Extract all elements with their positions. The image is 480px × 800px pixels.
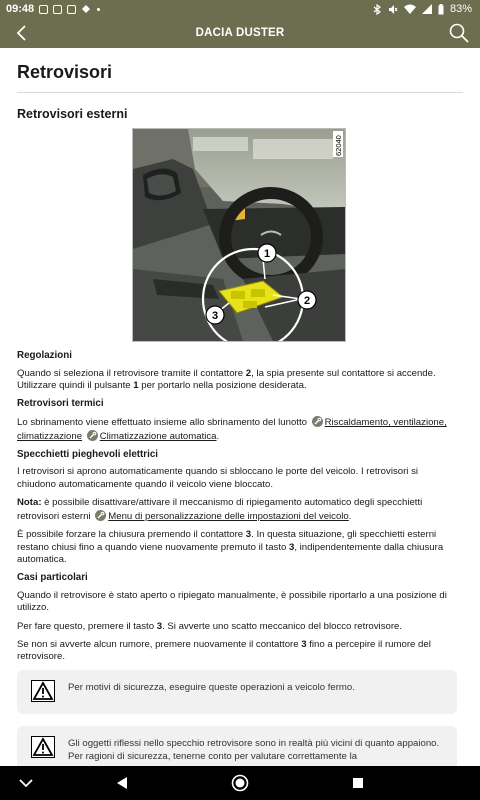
- paragraph-casi-2: Per fare questo, premere il tasto 3. Si avverte uno scatto meccanico del blocco retrovisore.: [17, 620, 403, 632]
- link-climatizzazione-automatica[interactable]: Climatizzazione automatica: [99, 430, 217, 442]
- home-circle-icon[interactable]: [231, 774, 249, 792]
- paragraph-pieghevoli: I retrovisori si aprono automaticamente quando si sbloccano le porte del veicolo. I retrovisori si chiudono automaticamente quando il veicolo viene bloccato.: [17, 466, 419, 490]
- wrench-reference-icon: [87, 430, 98, 441]
- signal-icon: [422, 4, 432, 14]
- warning-text: Per motivi di sicurezza, eseguire queste operazioni a veicolo fermo.: [68, 682, 355, 693]
- heading-pieghevoli: Specchietti pieghevoli elettrici: [17, 448, 159, 460]
- wrench-reference-icon: [95, 510, 106, 521]
- more-notifications-icon: [97, 8, 100, 11]
- app-notification-icon: [81, 4, 91, 14]
- paragraph-casi-3: Se non si avverte alcun rumore, premere nuovamente il contattore 3 fino a percepire il rumore del retrovisore.: [17, 638, 431, 663]
- system-nav-bar: [0, 766, 480, 800]
- heading-termici: Retrovisori termici: [17, 398, 104, 410]
- battery-level: 83%: [449, 3, 472, 15]
- arrow-left-icon[interactable]: [10, 23, 34, 43]
- figure-code: 62040: [334, 135, 343, 156]
- mute-icon: [387, 4, 398, 15]
- title-divider: [17, 92, 463, 93]
- warning-triangle-icon: [31, 680, 55, 702]
- svg-text:2: 2: [303, 295, 311, 307]
- heading-regolazioni: Regolazioni: [17, 350, 72, 361]
- search-icon[interactable]: [448, 22, 470, 44]
- paragraph-termici: Lo sbrinamento viene effettuato insieme allo sbrinamento del lunotto Riscaldamento, ventilazione, climatizzazione Climatizzazione automatica.: [17, 416, 447, 442]
- bluetooth-icon: [373, 4, 381, 15]
- paragraph-nota: Nota: è possibile disattivare/attivare il meccanismo di ripiegamento automatico degli specchietti retrovisori esterni Menu di personalizzazione delle impostazioni del veicolo.: [17, 497, 423, 522]
- car-interior-illustration: [133, 129, 345, 341]
- warning-triangle-icon: [31, 736, 55, 758]
- svg-text:1: 1: [263, 248, 271, 260]
- callout-2: [298, 291, 316, 309]
- battery-icon: [438, 4, 444, 15]
- paragraph-chiusura: È possibile forzare la chiusura premendo il contattore 3. In questa situazione, gli specchietti esterni restano chiusi fino a quando viene nuovamente premuto il tasto 3, indipendentemente dalla chiusura automatica.: [17, 528, 444, 566]
- instagram-notification-icon: [39, 5, 48, 14]
- link-riscaldamento[interactable]: Riscaldamento, ventilazione, climatizzazione: [17, 416, 447, 442]
- status-bar: [0, 0, 480, 18]
- wifi-icon: [404, 4, 416, 14]
- page-title: Retrovisori: [17, 62, 113, 82]
- warning-box: [17, 670, 457, 714]
- back-triangle-icon[interactable]: [115, 776, 129, 790]
- wrench-reference-icon: [312, 416, 323, 427]
- heading-casi: Casi particolari: [17, 572, 88, 584]
- article-body: [17, 350, 457, 670]
- status-time: 09:48: [6, 3, 35, 15]
- link-menu-personalizzazione[interactable]: Menu di personalizzazione delle impostazioni del veicolo: [108, 510, 349, 522]
- instagram-notification-icon: [53, 5, 62, 14]
- warning-text: Gli oggetti riflessi nello specchio retrovisore sono in realtà più vicini di quanto appaiono. Per ragioni di sicurezza, tenerne conto per valutare correttamente la: [68, 738, 440, 762]
- callout-1: [258, 244, 276, 262]
- app-title: DACIA DUSTER: [195, 27, 285, 39]
- section-title: Retrovisori esterni: [17, 107, 128, 121]
- paragraph-regolazioni: Quando si seleziona il retrovisore tramite il contattore 2, la spia presente sul contattore si accende. Utilizzare quindi il pulsante 1 per portarlo nella posizione desiderata.: [17, 367, 436, 392]
- article-content[interactable]: [0, 48, 480, 766]
- chevron-down-icon[interactable]: [18, 778, 34, 788]
- callout-3: [206, 306, 224, 324]
- mirror-controls-figure: [132, 128, 346, 342]
- warning-box: [17, 726, 457, 766]
- recents-square-icon[interactable]: [352, 777, 364, 789]
- instagram-notification-icon: [67, 5, 76, 14]
- app-bar: [0, 18, 480, 48]
- svg-text:3: 3: [211, 310, 219, 322]
- paragraph-casi-1: Quando il retrovisore è stato aperto o ripiegato manualmente, è possibile riportarlo a una posizione di utilizzo.: [17, 589, 447, 614]
- status-right: [373, 3, 472, 15]
